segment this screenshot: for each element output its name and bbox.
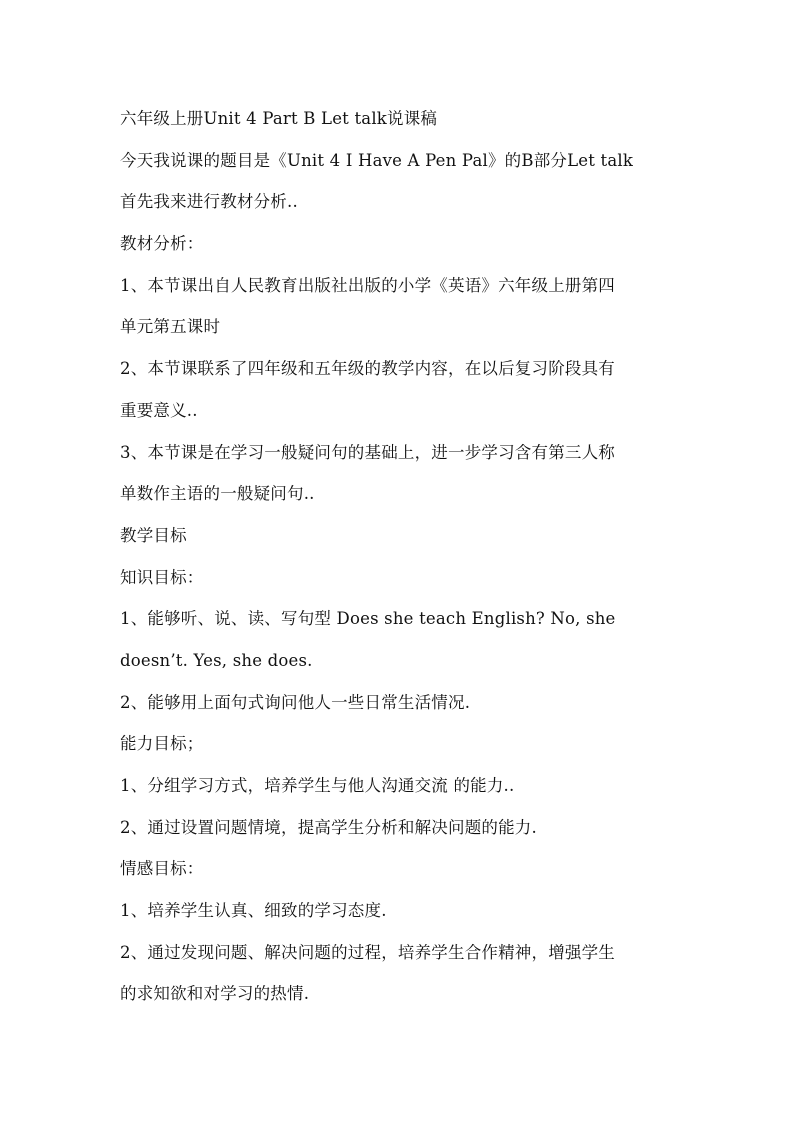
text-line: 2、通过发现问题、解决问题的过程，培养学生合作精神，增强学生 <box>120 942 615 962</box>
text-line: 1、培养学生认真、细致的学习态度. <box>120 901 387 921</box>
document-title: 六年级上册Unit 4 Part B Let talk说课稿 <box>120 109 438 128</box>
text-line: 首先我来进行教材分析.. <box>120 192 298 212</box>
text-line: 单元第五课时 <box>120 317 221 337</box>
text-line: 2、通过设置问题情境，提高学生分析和解决问题的能力. <box>120 817 537 837</box>
text-line: 重要意义.. <box>120 400 198 420</box>
document-body <box>120 98 680 1015</box>
text-line: 1、能够听、说、读、写句型 Does she teach English? No, she <box>120 609 616 629</box>
text-line: 1、分组学习方式，培养学生与他人沟通交流 的能力.. <box>120 776 515 795</box>
section-heading: 教学目标 <box>120 525 187 545</box>
text-line: 2、能够用上面句式询问他人一些日常生活情况. <box>120 692 471 712</box>
text-line: 的求知欲和对学习的热情. <box>120 984 310 1004</box>
section-heading: 能力目标； <box>120 734 204 754</box>
section-heading: 知识目标： <box>120 567 204 587</box>
text-line: 3、本节课是在学习一般疑问句的基础上，进一步学习含有第三人称 <box>120 442 615 462</box>
text-line: 2、本节课联系了四年级和五年级的教学内容，在以后复习阶段具有 <box>120 359 615 379</box>
text-line: 1、本节课出自人民教育出版社出版的小学《英语》六年级上册第四 <box>120 275 615 295</box>
text-line: doesn’t. Yes, she does. <box>120 650 313 670</box>
section-heading: 教材分析： <box>120 234 204 254</box>
text-line: 今天我说课的题目是《Unit 4 I Have A Pen Pal》的B部分Let talk <box>120 150 634 170</box>
section-heading: 情感目标： <box>120 859 204 879</box>
text-line: 单数作主语的一般疑问句.. <box>120 484 315 504</box>
